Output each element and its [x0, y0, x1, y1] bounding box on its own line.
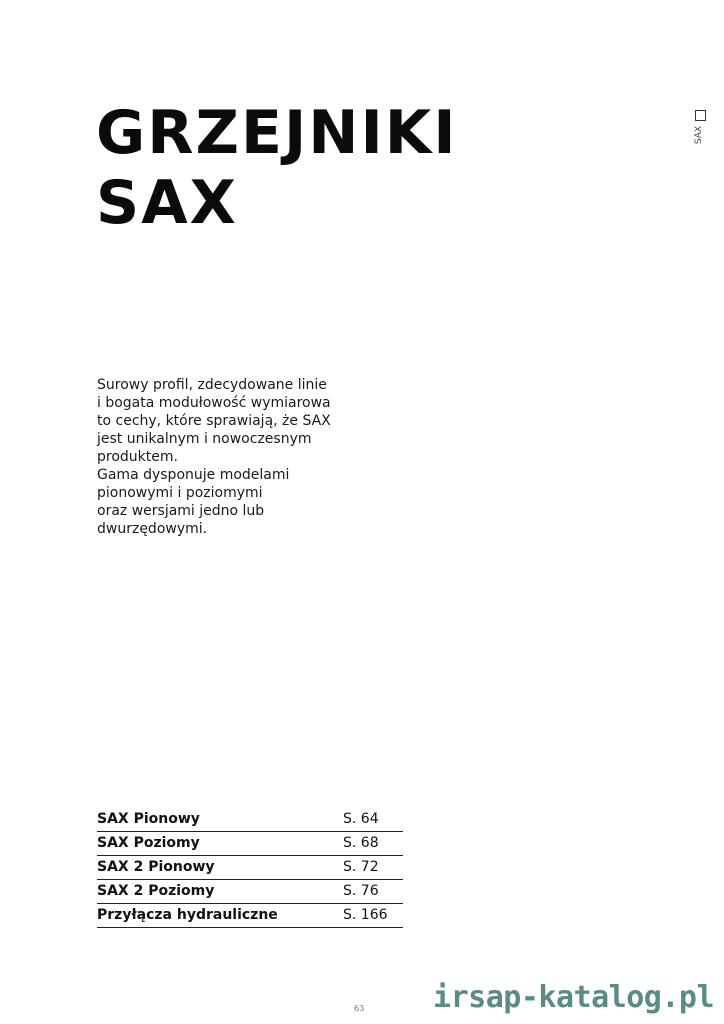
intro-line: pionowymi i poziomymi	[97, 485, 263, 501]
toc-entry-name[interactable]: SAX Poziomy	[97, 835, 200, 851]
intro-text	[97, 376, 367, 538]
toc-entry-page: S. 72	[343, 859, 379, 875]
toc-row[interactable]	[97, 880, 403, 904]
toc-entry-name[interactable]: SAX 2 Pionowy	[97, 859, 215, 875]
toc-entry-name[interactable]: SAX Pionowy	[97, 811, 200, 827]
toc-entry-page: S. 64	[343, 811, 379, 827]
toc-entry-page: S. 68	[343, 835, 379, 851]
toc-row[interactable]	[97, 808, 403, 832]
intro-line: dwurzędowymi.	[97, 521, 208, 537]
intro-line: to cechy, które sprawiają, że SAX	[97, 413, 331, 429]
intro-line: i bogata modułowość wymiarowa	[97, 395, 331, 411]
watermark-text: irsap-katalog.pl	[433, 980, 714, 1015]
page-number: 63	[354, 1004, 365, 1013]
title-line-2: SAX	[96, 168, 238, 238]
intro-line: produktem.	[97, 449, 178, 465]
intro-line: Gama dysponuje modelami	[97, 467, 290, 483]
toc-entry-name[interactable]: Przyłącza hydrauliczne	[97, 907, 278, 923]
toc-row[interactable]	[97, 832, 403, 856]
toc-entry-name[interactable]: SAX 2 Poziomy	[97, 883, 215, 899]
intro-line: oraz wersjami jedno lub	[97, 503, 265, 519]
section-tab-label: SAX	[694, 125, 704, 145]
toc-row[interactable]	[97, 904, 403, 928]
intro-line: jest unikalnym i nowoczesnym	[97, 431, 312, 447]
toc-entry-page: S. 76	[343, 883, 379, 899]
intro-line: Surowy profil, zdecydowane linie	[97, 377, 327, 393]
page-title	[96, 98, 458, 238]
toc-entry-page: S. 166	[343, 907, 388, 923]
section-tab	[690, 110, 710, 150]
table-of-contents	[97, 808, 403, 928]
title-line-1: GRZEJNIKI	[96, 98, 458, 168]
toc-row[interactable]	[97, 856, 403, 880]
